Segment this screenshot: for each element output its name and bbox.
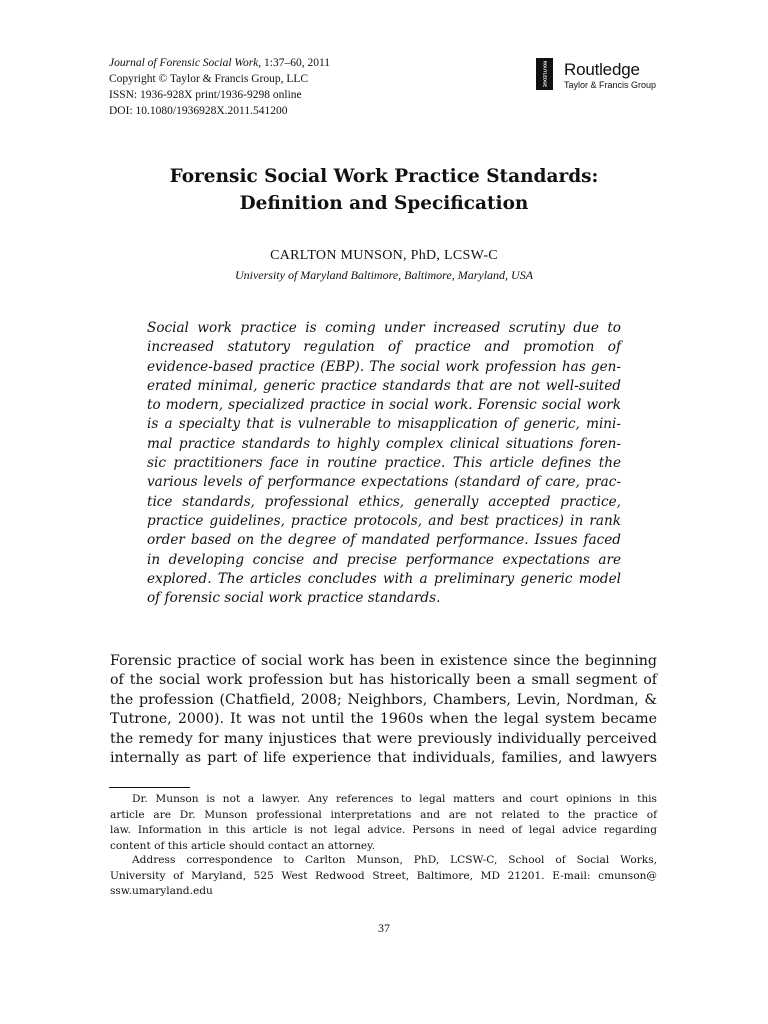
body-paragraph bbox=[110, 652, 657, 768]
issn-line: ISSN: 1936-928X print/1936-9298 online bbox=[109, 89, 302, 101]
journal-header bbox=[109, 55, 439, 119]
abstract-line: erated minimal, generic practice standards that are not well-suited bbox=[147, 377, 621, 394]
footnote-correspondence bbox=[110, 853, 657, 900]
abstract bbox=[147, 319, 621, 608]
publisher-mark-text: ROUTLEDGE bbox=[542, 60, 548, 88]
footnote-line: Address correspondence to Carlton Munson, PhD, LCSW-C, School of Social Works, bbox=[132, 854, 657, 866]
abstract-line: order based on the degree of mandated performance. Issues faced bbox=[147, 532, 621, 549]
abstract-line: of forensic social work practice standards. bbox=[147, 590, 441, 607]
author-name: CARLTON MUNSON, PhD, LCSW-C bbox=[270, 248, 498, 263]
article-title bbox=[100, 163, 668, 217]
publisher-logo bbox=[526, 52, 666, 98]
abstract-line: in developing concise and precise performance expectations are bbox=[147, 551, 621, 568]
footnote-line: content of this article should contact an attorney. bbox=[110, 839, 376, 852]
doi-line: DOI: 10.1080/1936928X.2011.541200 bbox=[109, 105, 288, 117]
footnote-line: University of Maryland, 525 West Redwood Street, Baltimore, MD 21201. E-mail: cmunson@ bbox=[110, 869, 657, 882]
footnote-line: Dr. Munson is not a lawyer. Any references to legal matters and court opinions in this bbox=[132, 793, 657, 805]
routledge-mark-icon bbox=[536, 58, 553, 90]
journal-citation bbox=[109, 55, 439, 71]
publisher-name: Routledge bbox=[564, 60, 640, 79]
abstract-line: mal practice standards to highly complex clinical situations foren- bbox=[147, 435, 621, 452]
abstract-line: is a specialty that is vulnerable to misapplication of generic, mini- bbox=[147, 416, 621, 433]
title-line-2: Definition and Specification bbox=[239, 193, 529, 214]
body-line: the remedy for many injustices that were previously individually perceived bbox=[110, 730, 657, 747]
body-line: internally as part of life experience that individuals, families, and lawyers bbox=[110, 750, 657, 767]
abstract-line: explored. The articles concludes with a preliminary generic model bbox=[147, 570, 621, 587]
abstract-line: sic practitioners face in routine practice. This article defines the bbox=[147, 455, 621, 472]
journal-name: Journal of Forensic Social Work, bbox=[109, 57, 262, 69]
body-line: Forensic practice of social work has been in existence since the beginning bbox=[110, 653, 657, 669]
abstract-line: increased statutory regulation of practice and promotion of bbox=[147, 339, 621, 356]
title-line-1: Forensic Social Work Practice Standards: bbox=[169, 166, 599, 187]
abstract-line: practice guidelines, practice protocols, and best practices) in rank bbox=[147, 512, 621, 529]
journal-volume-pages: 1:37–60, 2011 bbox=[261, 57, 331, 69]
footnote-line: law. Information in this article is not legal advice. Persons in need of legal advice regarding bbox=[110, 824, 657, 836]
body-line: of the social work profession but has historically been a small segment of bbox=[110, 672, 657, 689]
publisher-group: Taylor & Francis Group bbox=[564, 80, 657, 90]
abstract-line: Social work practice is coming under increased scrutiny due to bbox=[147, 320, 621, 336]
abstract-line: various levels of performance expectations (standard of care, prac- bbox=[147, 474, 621, 491]
page-number: 37 bbox=[378, 921, 390, 935]
footnote-line: article are Dr. Munson professional interpretations and are not related to the practice of bbox=[110, 808, 657, 821]
abstract-line: evidence-based practice (EBP). The social work profession has gen- bbox=[147, 358, 621, 375]
footnote-rule bbox=[109, 787, 190, 788]
footnote-disclaimer bbox=[110, 792, 657, 854]
body-line: the profession (Chatfield, 2008; Neighbors, Chambers, Levin, Nordman, & bbox=[110, 691, 657, 708]
body-line: Tutrone, 2000). It was not until the 1960s when the legal system became bbox=[110, 711, 657, 728]
copyright-line: Copyright © Taylor & Francis Group, LLC bbox=[109, 73, 309, 85]
author-affiliation: University of Maryland Baltimore, Baltimore, Maryland, USA bbox=[234, 268, 534, 282]
abstract-line: to modern, specialized practice in social work. Forensic social work bbox=[147, 397, 621, 414]
footnote-line: ssw.umaryland.edu bbox=[110, 885, 213, 897]
abstract-line: tice standards, professional ethics, generally accepted practice, bbox=[147, 493, 621, 510]
